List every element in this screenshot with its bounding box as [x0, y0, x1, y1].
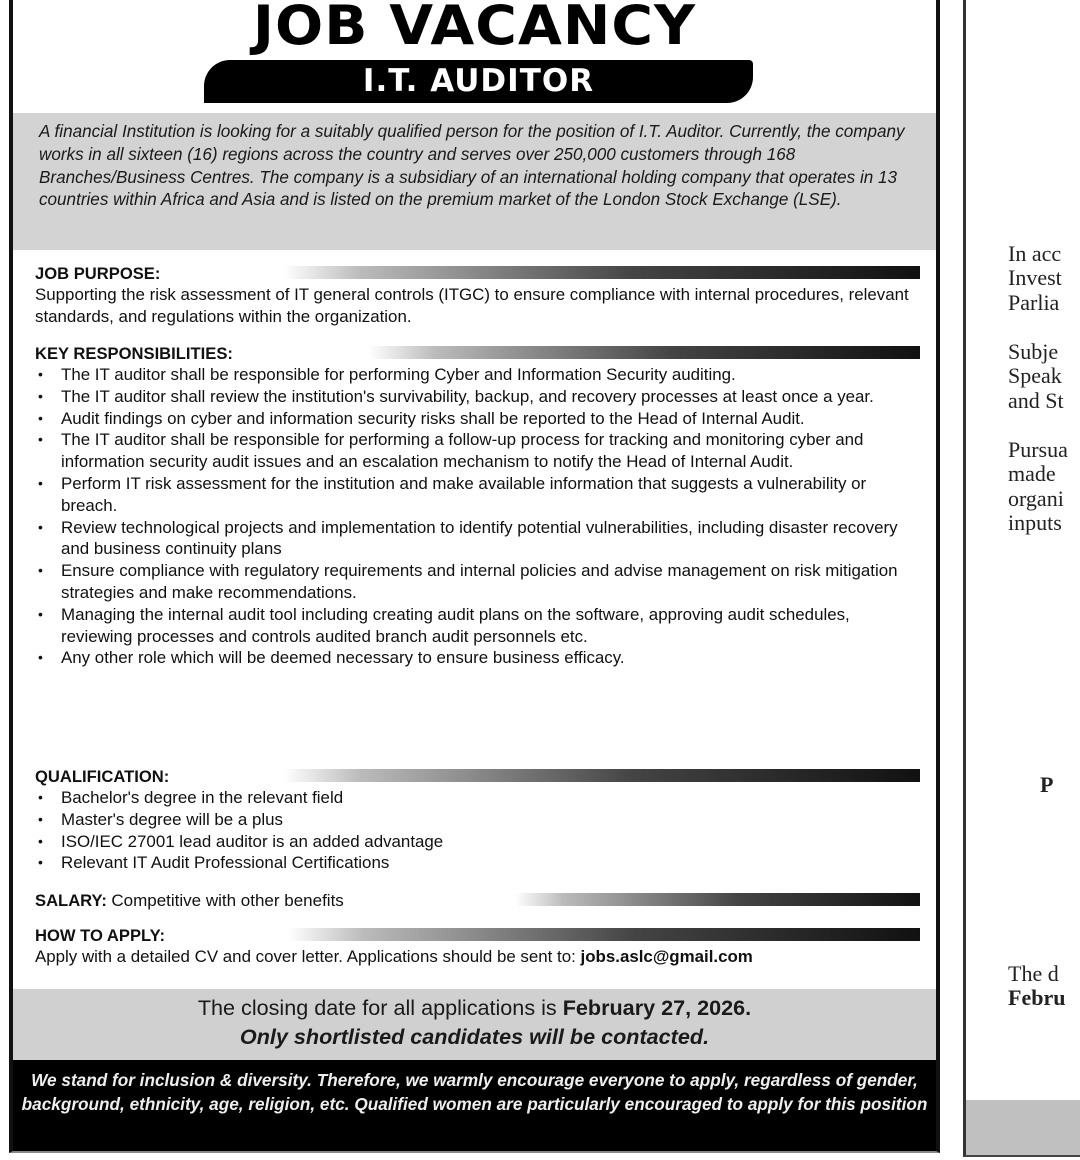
intro-box [13, 113, 936, 250]
job-purpose-text: Supporting the risk assessment of IT general controls (ITGC) to ensure compliance with internal procedures, relevant standards, and regulations within the organization. [35, 285, 909, 326]
shortlist-note: Only shortlisted candidates will be contacted. [239, 1024, 710, 1049]
section-job-purpose [35, 264, 920, 328]
side-heading-fragment: P [1040, 772, 1054, 797]
list-item: • Master's degree will be a plus [35, 809, 920, 831]
side-paragraph-2 [1008, 340, 1064, 413]
list-item: • The IT auditor shall be responsible for performing a follow-up process for tracking and monitoring cyber and information security audit issues and an escalation mechanism to notify the Head of Internal Audit. [35, 429, 920, 473]
list-item: • Managing the internal audit tool including creating audit plans on the software, approving audit schedules, reviewing processes and controls audited branch audit personnels etc. [35, 604, 920, 648]
position-banner: I.T. AUDITOR [204, 60, 753, 103]
heading-divider-bar [284, 266, 920, 279]
side-line: Parlia [1008, 289, 1060, 315]
list-item: • Relevant IT Audit Professional Certifications [35, 852, 920, 874]
side-line: Subje [1008, 339, 1059, 364]
apply-email-link[interactable]: jobs.aslc@gmail.com [580, 947, 753, 966]
list-item: • Review technological projects and implementation to identify potential vulnerabilities, including disaster recovery and business continuity plans [35, 517, 920, 561]
section-qualification [35, 767, 920, 874]
list-item: • The IT auditor shall review the institution's survivability, backup, and recovery processes at least once a year. [35, 386, 920, 408]
ad-title: JOB VACANCY [252, 0, 697, 57]
closing-date-box [13, 989, 936, 1060]
side-line: Pursua [1008, 437, 1068, 462]
side-line: inputs [1008, 509, 1062, 535]
section-salary [35, 891, 920, 911]
salary-heading: SALARY: [35, 891, 107, 910]
job-vacancy-ad [9, 0, 940, 1153]
section-responsibilities [35, 344, 920, 669]
apply-text: Apply with a detailed CV and cover letter. Applications should be sent to: [35, 947, 581, 966]
responsibilities-heading: KEY RESPONSIBILITIES: [35, 344, 233, 363]
side-line: Speak [1008, 363, 1062, 389]
apply-text-line [35, 946, 920, 968]
responsibilities-list [35, 364, 920, 669]
list-item: • Perform IT risk assessment for the institution and make available information that suggests a vulnerability or breach. [35, 473, 920, 517]
qualification-list [35, 787, 920, 874]
side-gray-band [966, 1100, 1080, 1155]
salary-text: Competitive with other benefits [111, 891, 344, 910]
side-paragraph-3 [1008, 438, 1068, 535]
side-line: The d [1008, 961, 1059, 986]
job-purpose-heading: JOB PURPOSE: [35, 264, 161, 283]
qualification-heading: QUALIFICATION: [35, 767, 170, 786]
list-item: • Any other role which will be deemed necessary to ensure business efficacy. [35, 647, 920, 669]
list-item: • Ensure compliance with regulatory requirements and internal policies and advise management on risk mitigation strategies and make recommendations. [35, 560, 920, 604]
side-line: Febru [1008, 985, 1066, 1011]
apply-heading: HOW TO APPLY: [35, 926, 165, 945]
list-item: • Audit findings on cyber and information security risks shall be reported to the Head of Internal Audit. [35, 408, 920, 430]
side-line: Invest [1008, 265, 1062, 291]
side-line: In acc [1008, 241, 1062, 266]
side-paragraph-1 [1008, 242, 1062, 315]
closing-date: February 27, 2026. [562, 995, 752, 1020]
side-line: made [1008, 461, 1056, 487]
heading-divider-bar [369, 346, 920, 359]
intro-text: A financial Institution is looking for a suitably qualified person for the position of I.T. Auditor. Currently, the company works in all sixteen (16) regions across the country and serves over 250,000 customers through 168 Branches/Business Centres. The company is a subsidiary of an international holding company that operates in 13 countries within Africa and Asia and is listed on the premium market of the London Stock Exchange (LSE). [39, 122, 905, 210]
section-how-to-apply [35, 926, 920, 968]
heading-divider-bar [515, 893, 920, 906]
heading-divider-bar [288, 928, 920, 941]
list-item: • ISO/IEC 27001 lead auditor is an added advantage [35, 831, 920, 853]
side-line: organi [1008, 485, 1064, 511]
side-line: and St [1008, 387, 1064, 413]
closing-date-prefix: The closing date for all applications is [197, 995, 563, 1020]
heading-divider-bar [284, 769, 920, 782]
closing-date-line [13, 989, 936, 1023]
list-item: • The IT auditor shall be responsible for performing Cyber and Information Security auditing. [35, 364, 920, 386]
side-paragraph-4 [1008, 962, 1065, 1011]
diversity-statement: We stand for inclusion & diversity. Therefore, we warmly encourage everyone to apply, regardless of gender, background, ethnicity, age, religion, etc. Qualified women are particularly encouraged to apply for this position [13, 1060, 936, 1151]
list-item: • Bachelor's degree in the relevant field [35, 787, 920, 809]
adjacent-notice-panel [963, 0, 1080, 1157]
